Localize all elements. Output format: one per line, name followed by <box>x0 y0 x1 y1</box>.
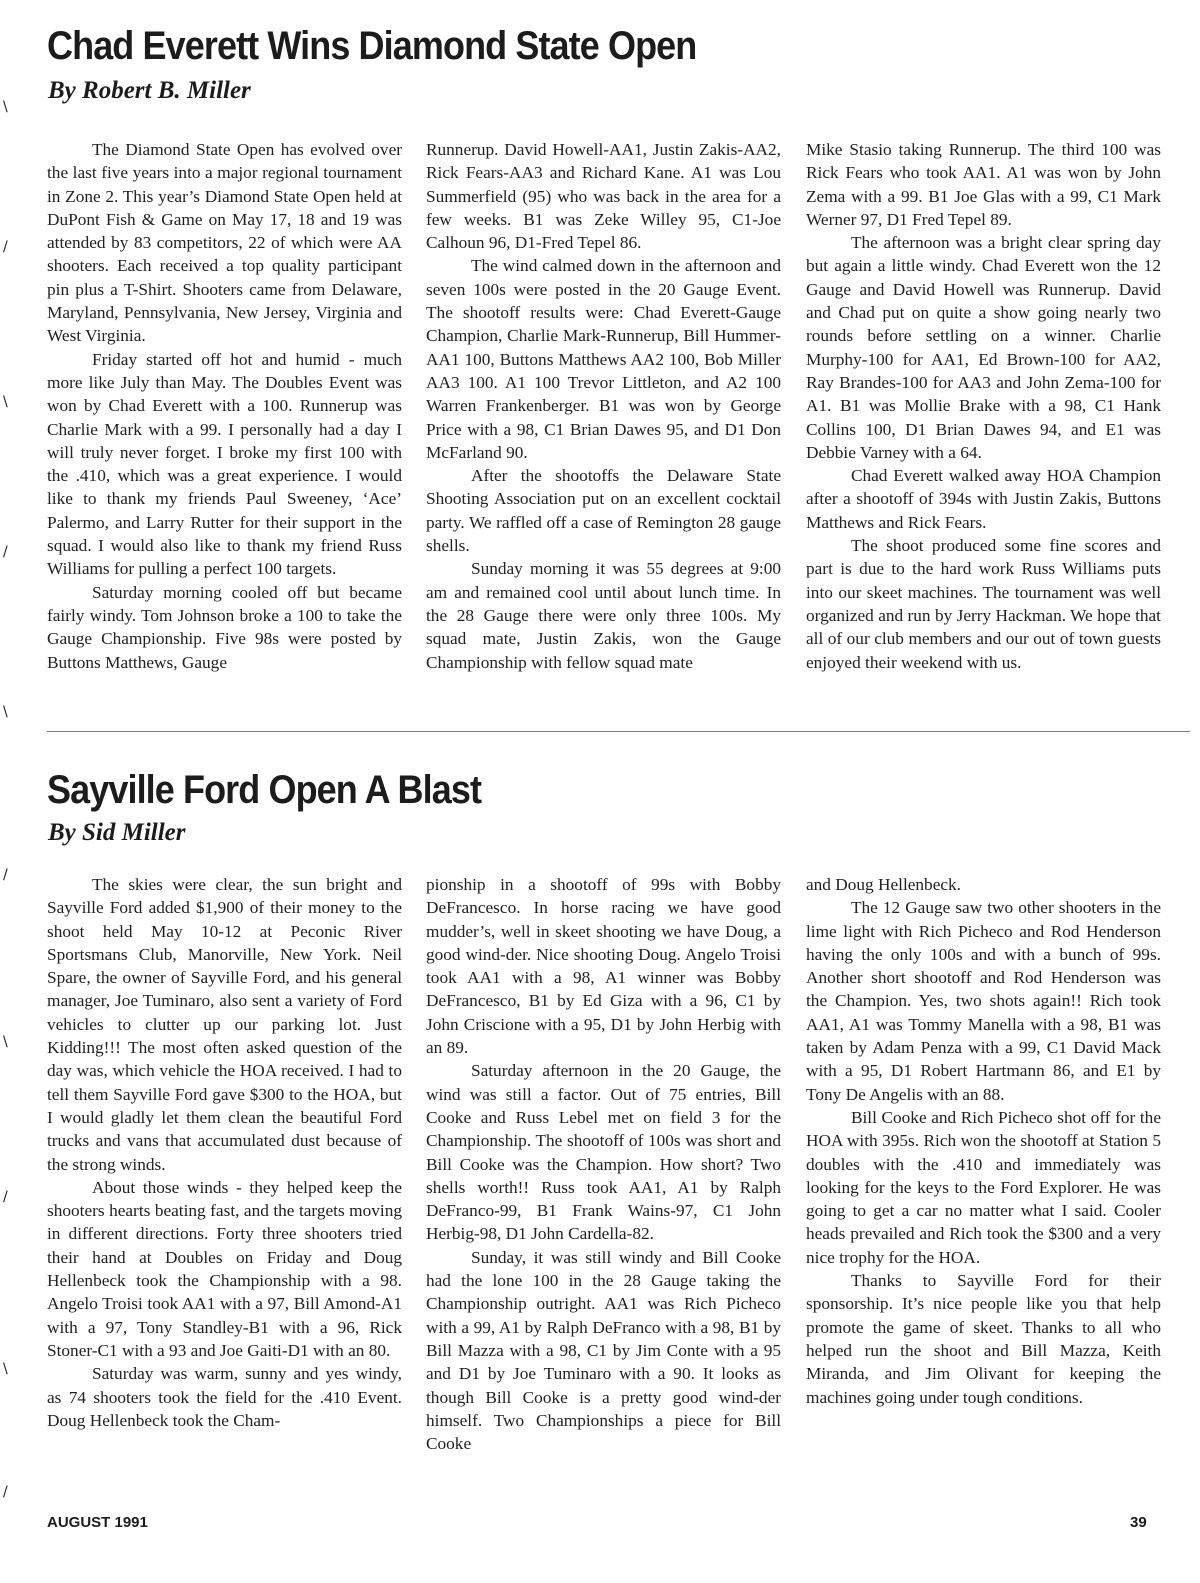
article1-paragraph: Mike Stasio taking Runnerup. The third 100 was Rick Fears who took AA1. A1 was won by John Zema with a 99. B1 Joe Glas with a 99, C1 Mark Werner 97, D1 Fred Tepel 89. <box>806 140 1161 229</box>
margin-mark: \ <box>3 99 8 115</box>
article1-paragraph: The wind calmed down in the afternoon and seven 100s were posted in the 20 Gauge Event. The shootoff results were: Chad Everett-Gauge Champion, Charlie Mark-Runnerup, Bill Hummer-AA1 100, Buttons Matthews AA2 100, Bob Miller AA3 100. A1 100 Trevor Littleton, and A2 100 Warren Frankenberger. B1 was won by George Price with a 98, C1 Brian Dawes 95, and D1 Don McFarland 90. <box>426 256 781 462</box>
article2-column-2 <box>426 873 781 1455</box>
margin-mark: \ <box>3 1361 8 1377</box>
article1-paragraph: Friday started off hot and humid - much more like July than May. The Doubles Event was won by Chad Everett with a 100. Runnerup was Charlie Mark with a 99. I personally had a day I will truly never forget. I broke my first 100 with the .410, which was a great experience. I would like to thank my friends Paul Sweeney, ‘Ace’ Palermo, and Larry Rutter for their support in the squad. I would also like to thank my friend Russ Williams for pulling a perfect 100 targets. <box>47 349 402 579</box>
article1-paragraph: Sunday morning it was 55 degrees at 9:00 am and remained cool until about lunch time. In the 28 Gauge there were only three 100s. My squad mate, Justin Zakis, won the Gauge Championship with fellow squad mate <box>426 559 781 672</box>
article2-paragraph: About those winds - they helped keep the shooters hearts beating fast, and the targets moving in different directions. Forty three shooters tried their hand at Doubles on Friday and Doug Hellenbeck took the Championship with a 98. Angelo Troisi took AA1 with a 97, Bill Amond-A1 with a 97, Tony Standley-B1 with a 96, Rick Stoner-C1 with a 93 and Joe Gaiti-D1 with an 80. <box>47 1177 402 1360</box>
article1-paragraph: Saturday morning cooled off but became fairly windy. Tom Johnson broke a 100 to take the Gauge Championship. Five 98s were posted by Buttons Matthews, Gauge <box>47 582 402 672</box>
article1-paragraph: Chad Everett walked away HOA Champion after a shootoff of 394s with Justin Zakis, Buttons Matthews and Rick Fears. <box>806 466 1161 532</box>
article2-column-1 <box>47 873 402 1432</box>
article2-paragraph: The skies were clear, the sun bright and Sayville Ford added $1,900 of their money to the shoot held May 10-12 at Peconic River Sportsmans Club, Manorville, New York. Neil Spare, the owner of Sayville Ford, and his general manager, Joe Tuminaro, also sent a variety of Ford vehicles to clutter up our parking lot. Just Kidding!!! The most often asked question of the day was, which vehicle the HOA received. I had to tell them Sayville Ford gave $300 to the HOA, but I would gladly let them clean the beautiful Ford trucks and vans that accumulated dust because of the strong winds. <box>47 875 402 1174</box>
footer-date: AUGUST 1991 <box>47 1514 148 1531</box>
article2-column-3 <box>806 873 1161 1409</box>
article2-paragraph: Thanks to Sayville Ford for their sponsorship. It’s nice people like you that help promote the game of skeet. Thanks to all who helped run the shoot and Bill Mazza, Keith Miranda, and Jim Olivant for keeping the machines going under tough conditions. <box>806 1271 1161 1407</box>
article2-paragraph: The 12 Gauge saw two other shooters in the lime light with Rich Picheco and Rod Henderson having the only 100s and with a bunch of 99s. Another short shootoff and Rod Henderson was the Champion. Yes, two shots again!! Rich took AA1, A1 was Tommy Manella with a 98, B1 was taken by Adam Penza with a 99, C1 David Mack with a 95, D1 Robert Hartmann 86, and E1 by Tony De Angelis with an 88. <box>806 898 1161 1104</box>
margin-mark: \ <box>3 394 8 410</box>
margin-mark: \ <box>3 1034 8 1050</box>
page-number: 39 <box>1130 1514 1147 1531</box>
article2-paragraph: Bill Cooke and Rich Picheco shot off for the HOA with 395s. Rich won the shootoff at Station 5 doubles with the .410 and immediately was looking for the keys to the Ford Explorer. He was going to get a car no matter what I said. Cooler heads prevailed and Rich took the $300 and a very nice trophy for the HOA. <box>806 1107 1161 1267</box>
article1-headline: Chad Everett Wins Diamond State Open <box>47 24 697 68</box>
article2-paragraph: and Doug Hellenbeck. <box>806 875 961 894</box>
article1-column-2 <box>426 138 781 674</box>
article1-paragraph: The afternoon was a bright clear spring day but again a little windy. Chad Everett won the 12 Gauge and David Howell was Runnerup. David and Chad put on quite a show going nearly two rounds before settling on a winner. Charlie Murphy-100 for AA1, Ed Brown-100 for AA2, Ray Brandes-100 for AA3 and John Zema-100 for A1. B1 was Mollie Brake with a 98, C1 Hank Collins 100, D1 Brian Dawes 94, and E1 was Debbie Varney with a 64. <box>806 233 1161 462</box>
margin-mark: / <box>3 867 8 883</box>
article1-paragraph: The Diamond State Open has evolved over the last five years into a major regional tournament in Zone 2. This year’s Diamond State Open held at DuPont Fish & Game on May 17, 18 and 19 was attended by 83 competitors, 22 of which were AA shooters. Each received a top quality participant pin plus a T-Shirt. Shooters came from Delaware, Maryland, Pennsylvania, New Jersey, Virginia and West Virginia. <box>47 140 402 346</box>
margin-mark: \ <box>3 704 8 720</box>
article1-paragraph: Runnerup. David Howell-AA1, Justin Zakis-AA2, Rick Fears-AA3 and Richard Kane. A1 was Lou Summerfield (95) who was back in the area for a few weeks. B1 was Zeke Willey 95, C1-Joe Calhoun 96, D1-Fred Tepel 86. <box>426 140 781 253</box>
article2-paragraph: Saturday afternoon in the 20 Gauge, the wind was still a factor. Out of 75 entries, Bill Cooke and Russ Lebel met on field 3 for the Championship. The shootoff of 100s was short and Bill Cooke was the Champion. How short? Two shells worth!! Russ took AA1, A1 by Ralph DeFranco-99, B1 Frank Wains-97, C1 John Herbig-98, D1 John Cardella-82. <box>426 1061 781 1244</box>
section-divider <box>47 731 1190 732</box>
margin-mark: / <box>3 544 8 560</box>
article1-column-1 <box>47 138 402 674</box>
article1-byline: By Robert B. Miller <box>48 77 251 104</box>
margin-mark: / <box>3 1189 8 1205</box>
article2-paragraph: Sunday, it was still windy and Bill Cooke had the lone 100 in the 28 Gauge taking the Championship outright. AA1 was Rich Picheco with a 99, A1 by Ralph DeFranco with a 98, B1 by Bill Mazza with a 98, C1 by Jim Conte with a 95 and D1 by Joe Tuminaro with a 90. It looks as though Bill Cooke is a pretty good wind-der himself. Two Championships a piece for Bill Cooke <box>426 1247 781 1454</box>
article2-headline: Sayville Ford Open A Blast <box>47 768 482 812</box>
margin-mark: / <box>3 1484 8 1500</box>
article1-paragraph: The shoot produced some fine scores and part is due to the hard work Russ Williams puts into our skeet machines. The tournament was well organized and run by Jerry Hackman. We hope that all of our club members and our out of town guests enjoyed their weekend with us. <box>806 536 1161 672</box>
margin-mark: / <box>3 239 8 255</box>
article2-paragraph: pionship in a shootoff of 99s with Bobby DeFrancesco. In horse racing we have good mudder’s, well in skeet shooting we have Doug, a good wind-der. Nice shooting Doug. Angelo Troisi took AA1 with a 98, A1 winner was Bobby DeFrancesco, B1 by Ed Giza with a 96, C1 by John Criscione with a 95, D1 by John Herbig with an 89. <box>426 875 781 1058</box>
article1-column-3 <box>806 138 1161 674</box>
article2-paragraph: Saturday was warm, sunny and yes windy, as 74 shooters took the field for the .410 Event. Doug Hellenbeck took the Cham- <box>47 1364 402 1430</box>
article1-paragraph: After the shootoffs the Delaware State Shooting Association put on an excellent cocktail party. We raffled off a case of Remington 28 gauge shells. <box>426 466 781 556</box>
article2-byline: By Sid Miller <box>48 819 186 846</box>
